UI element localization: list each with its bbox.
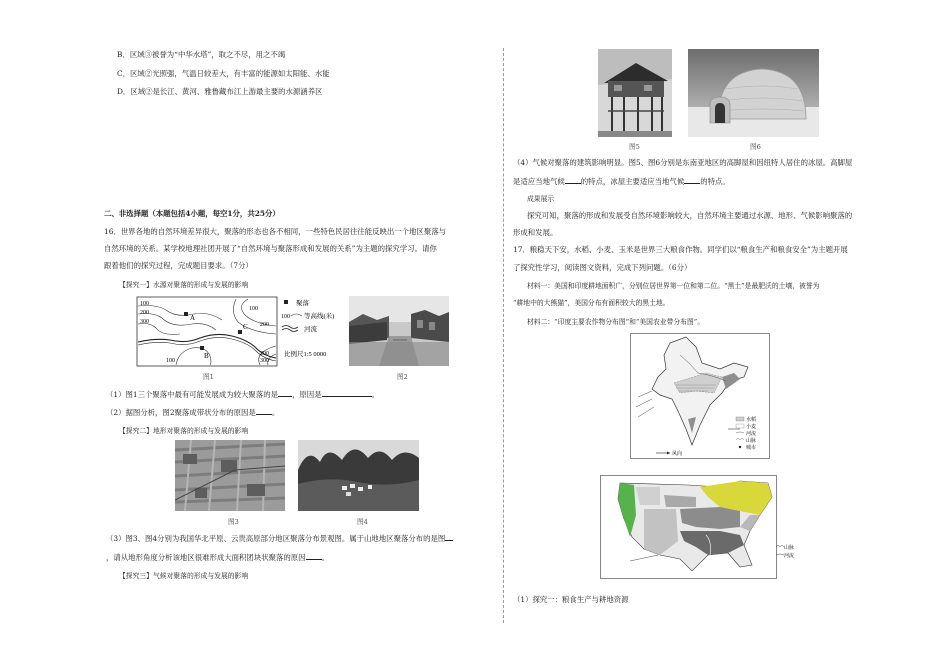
q3-text3: 。	[321, 553, 329, 562]
legend-contour: 等高线(米)	[304, 313, 335, 320]
contour-label: 200	[260, 322, 269, 328]
point-label-b: B	[204, 352, 209, 360]
explore1-heading: 【探究一】水源对聚落的形成与发展的影响	[119, 281, 249, 289]
legend-river: 河流	[304, 326, 317, 333]
conclusion-line2: 形成和发展。	[513, 228, 558, 237]
explore3-heading: 【探究三】气候对聚落的形成与发展的影响	[119, 572, 249, 580]
q3-blank1[interactable]	[445, 540, 453, 541]
usa-legend-mountain: 山脉	[784, 546, 795, 551]
q3-text1: （3）图3、图4分别为我国华北平原、云贵高原部分地区聚落分布景观图。属于山地地区聚落分布的是图	[106, 534, 446, 543]
column-divider	[503, 48, 504, 623]
contour-label: 100	[249, 306, 258, 312]
q16-line2: 自然环境的关系。某学校地理社团开展了“自然环境与聚落形成和发展的关系”为主题的探究学习。请你	[104, 244, 437, 253]
q4-text-c: 的特点。	[700, 177, 730, 186]
settlement-c-marker	[238, 330, 242, 334]
figure6-photo-igloo	[688, 49, 819, 137]
figure4-photo-mountain-village	[298, 440, 419, 511]
india-legend-wind: 风向	[672, 452, 683, 457]
q17-line1: 17．粮稳天下安，水稻、小麦、玉米是世界三大粮食作物。同学们以“粮食生产和粮食安全”为主题开展	[513, 245, 848, 254]
option-b: B．区域③被誉为“中华水塔”，取之不尽，用之不竭	[117, 50, 286, 59]
india-crop-map	[630, 333, 770, 459]
settlement-b-marker	[200, 346, 204, 350]
contour-label: 100	[166, 358, 175, 364]
settlement-a-marker	[184, 312, 188, 316]
section-heading: 二、非选择题（本题包括4小题，每空1分，共25分）	[104, 209, 280, 218]
india-legend-river: 河流	[746, 432, 757, 437]
results-heading: 成果展示	[527, 195, 555, 203]
legend-contour-value: 100	[281, 314, 290, 320]
legend-settlement: 聚落	[296, 300, 309, 307]
conclusion-line1: 探究可知，聚落的形成和发展受自然环境影响较大，自然环境主要通过水源、地形、气候影响聚落的	[527, 211, 853, 220]
contour-label: 200	[260, 351, 269, 357]
q4-blank1[interactable]	[565, 183, 581, 184]
q4-text-a: 是适应当地气候	[513, 177, 565, 186]
fig3-caption: 图3	[228, 518, 239, 526]
q17-line2: 了探究性学习，阅读图文资料，完成下列问题。（6分）	[513, 263, 692, 272]
q2-line	[106, 408, 279, 418]
figure5-photo-stilt-house	[598, 49, 672, 137]
q1-text-b: ，原因是	[292, 390, 322, 399]
fig5-caption: 图5	[629, 143, 640, 151]
q4-line1: （4）气候对聚落的建筑影响明显。图5、图6分别是东南亚地区的高脚屋和因纽特人居住的冰屋。高脚屋	[513, 158, 853, 167]
usa-agriculture-map	[600, 475, 796, 579]
figure3-photo-plain	[175, 440, 285, 511]
q2-text-b: 。	[271, 408, 280, 417]
india-legend-mountain: 山脉	[746, 439, 757, 444]
fig2-caption: 图2	[397, 373, 408, 381]
india-legend-wheat: 小麦	[746, 425, 757, 430]
q3-blank2[interactable]	[306, 559, 322, 560]
q2-text-a: （2）据图分析，图2聚落成带状分布的原因是	[106, 408, 256, 417]
india-legend-rice: 水稻	[746, 418, 757, 423]
fig4-caption: 图4	[357, 518, 368, 526]
explore2-heading: 【探究二】地形对聚落的形成与发展的影响	[119, 427, 249, 435]
q4-blank2[interactable]	[684, 183, 700, 184]
q1-text-a: （1）图1三个聚落中最有可能发展成为较大聚落的是	[106, 390, 279, 399]
option-d: D．区域②是长江、黄河、雅鲁藏布江上游最主要的水源涵养区	[117, 87, 323, 96]
q1-text-c: 。	[371, 390, 379, 399]
contour-label: 200	[140, 310, 149, 316]
india-legend-city: 城市	[746, 446, 757, 451]
material1-line2: “耕地中的大熊猫”，美国分布有面积较大的黑土地。	[513, 299, 670, 307]
fig6-caption: 图6	[750, 143, 761, 151]
q1-blank1[interactable]	[278, 396, 292, 397]
q16-line3: 跟着他们的探究过程，完成题目要求。（7分）	[104, 261, 253, 270]
q1-line	[106, 390, 379, 400]
q1-blank2[interactable]	[322, 396, 372, 397]
material1-line1: 材料一：美国和印度耕地面积广，分别位居世界第一位和第二位。“黑土”是最肥沃的土壤，被誉为	[527, 282, 820, 290]
q17-part1: （1）探究一：粮食生产与耕地资源	[513, 595, 629, 604]
q4-line2	[513, 177, 730, 187]
option-c: C．区域②光照强，气温日较差大，有丰富的能源如太阳能、水能	[117, 69, 330, 78]
point-label-a: A	[190, 314, 196, 322]
contour-label: 100	[140, 301, 149, 307]
map-scale: 比例尺1:5 0000	[284, 351, 327, 358]
q4-text-b: 的特点，冰屋主要适应当地气候	[580, 177, 685, 186]
fig1-caption: 图1	[203, 373, 214, 381]
q3-line1	[106, 534, 453, 544]
usa-legend-river: 河流	[784, 554, 795, 559]
contour-label: 300	[260, 358, 269, 364]
contour-label: 300	[140, 319, 149, 325]
q3-line2	[106, 553, 329, 563]
q2-blank[interactable]	[256, 414, 272, 415]
figure2-photo-water-town	[349, 296, 449, 366]
q3-text2: ，请从地形角度分析该地区很难形成大面积团块状聚落的原因	[106, 553, 306, 562]
figure1-contour-map	[136, 296, 356, 368]
point-label-c: C	[243, 323, 248, 331]
q16-line1: 16．世界各地的自然环境差异很大，聚落的形态也各不相同，一些特色民居往往能反映出一个地区聚落与	[104, 227, 446, 236]
material2: 材料二：“印度主要农作物分布图”和“美国农业带分布图”。	[527, 318, 705, 326]
